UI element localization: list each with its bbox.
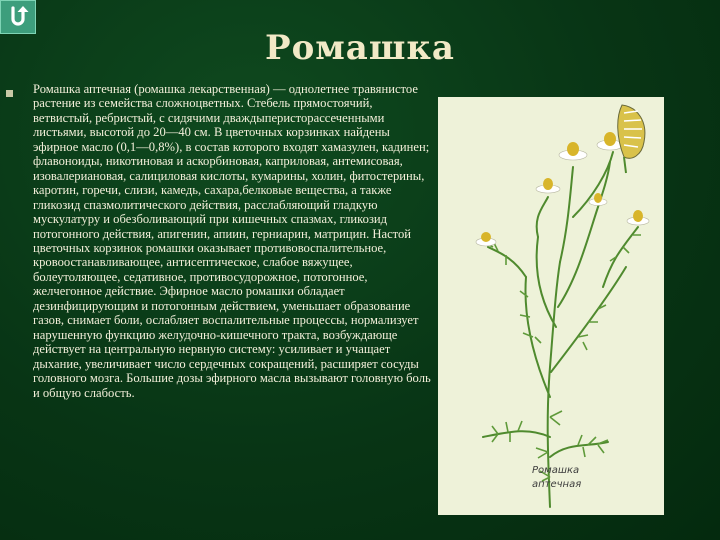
slide-title: Ромашка (265, 28, 455, 68)
back-button[interactable] (0, 0, 36, 34)
slide-body-text: Ромашка аптечная (ромашка лекарственная) — однолетнее травянистое растение из семейства сложноцветных. Стебель прямостоячий, ветвистый, ребристый, с сидячими дваждыперисторассеченными листьями, высотой до 20—40 см. В цветочных корзинках найдены эфирное масло (0,1—0,8%), в состав которого входят хамазулен, кадинен; флавоноиды, никотиновая и аскорбиновая, каприловая, антемисовая, изовалериановая, салициловая кислоты, кумарины, холин, фитостерины, каротин, горечи, слизи, камедь, сахара,белковые вещества, а также гликозид спазмолитического действия, расслабляющий гладкую мускулатуру и обезболивающий при кишечных спазмах, гликозид потогонного действия, апигенин, апиин, герниарин, матрицин. Настой цветочных корзинок ромашки оказывает противовоспалительное, кровоостанавливающее, антисептическое, слабое вяжущее, болеутоляющее, седативное, противосудорожное, потогонное, желчегонное действие. Эфирное масло ромашки обладает дезинфицирующим и потогонным действием, уменьшает образование газов, снимает боли, ослабляет воспалительные процессы, нормализует нарушенную функцию желудочно-кишечного тракта, возбуждающе действует на центральную нервную систему: усиливает и учащает дыхание, увеличивает число сердечных сокращений, расширяет сосуды головного мозга. Большие дозы эфирного масла вызывают головную боль и общую слабость. (33, 82, 431, 400)
flower-cross-section (618, 105, 645, 173)
square-bullet-icon (6, 90, 13, 97)
chamomile-plant-drawing (438, 97, 664, 515)
figure-caption: Ромашка аптечная (532, 465, 582, 490)
u-turn-back-icon (6, 5, 30, 29)
chamomile-illustration (438, 97, 664, 515)
